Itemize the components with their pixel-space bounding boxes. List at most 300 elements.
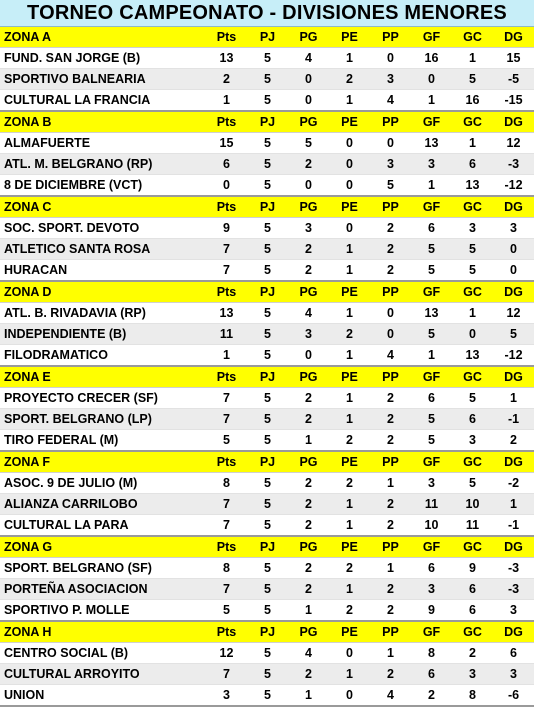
stat-pe: 1 [329,345,370,367]
column-header-dg: DG [493,196,534,218]
stat-pp: 3 [370,154,411,175]
stat-gf: 10 [411,515,452,537]
column-header-pj: PJ [247,281,288,303]
stat-pj: 5 [247,324,288,345]
stat-gf: 11 [411,494,452,515]
stat-pp: 3 [370,69,411,90]
table-row [0,388,534,409]
stat-gf: 5 [411,324,452,345]
stat-dg: 15 [493,48,534,69]
column-header-gc: GC [452,111,493,133]
stat-pts: 7 [206,239,247,260]
stat-pts: 11 [206,324,247,345]
column-header-gf: GF [411,281,452,303]
stat-pts: 2 [206,69,247,90]
stat-gc: 0 [452,324,493,345]
stat-pts: 13 [206,303,247,324]
stat-pg: 2 [288,494,329,515]
stat-gc: 13 [452,175,493,197]
team-name: 8 DE DICIEMBRE (VCT) [0,175,206,197]
stat-pts: 12 [206,643,247,664]
stat-pp: 2 [370,239,411,260]
column-header-gc: GC [452,27,493,48]
stat-pg: 4 [288,643,329,664]
column-header-gc: GC [452,536,493,558]
column-header-gf: GF [411,536,452,558]
stat-pj: 5 [247,303,288,324]
team-name: SPORT. BELGRANO (SF) [0,558,206,579]
stat-pe: 1 [329,579,370,600]
stat-pg: 1 [288,600,329,622]
stat-dg: 3 [493,664,534,685]
team-name: SPORTIVO P. MOLLE [0,600,206,622]
column-header-pg: PG [288,111,329,133]
zone-header-row [0,111,534,133]
stat-dg: -1 [493,409,534,430]
table-row [0,133,534,154]
stat-gc: 1 [452,303,493,324]
table-row [0,175,534,197]
column-header-dg: DG [493,27,534,48]
table-row [0,260,534,282]
column-header-gc: GC [452,366,493,388]
zone-header-row [0,621,534,643]
stat-pe: 2 [329,324,370,345]
stat-dg: 0 [493,260,534,282]
stat-pp: 2 [370,579,411,600]
stat-dg: 12 [493,303,534,324]
stat-gc: 5 [452,239,493,260]
stat-pg: 2 [288,664,329,685]
column-header-pe: PE [329,451,370,473]
team-name: SPORTIVO BALNEARIA [0,69,206,90]
stat-pj: 5 [247,430,288,452]
stat-gc: 11 [452,515,493,537]
team-name: ALMAFUERTE [0,133,206,154]
team-name: TIRO FEDERAL (M) [0,430,206,452]
stat-gf: 6 [411,218,452,239]
column-header-gf: GF [411,366,452,388]
stat-dg: 6 [493,643,534,664]
stat-pj: 5 [247,133,288,154]
table-row [0,409,534,430]
stat-gf: 13 [411,303,452,324]
stat-gf: 13 [411,133,452,154]
team-name: HURACAN [0,260,206,282]
column-header-dg: DG [493,536,534,558]
stat-pp: 0 [370,133,411,154]
stat-pe: 0 [329,685,370,707]
column-header-dg: DG [493,366,534,388]
stat-dg: -15 [493,90,534,112]
stat-pe: 1 [329,303,370,324]
zone-name: ZONA F [0,451,206,473]
column-header-gf: GF [411,196,452,218]
stat-pe: 1 [329,48,370,69]
table-row [0,218,534,239]
stat-pg: 1 [288,430,329,452]
stat-gf: 2 [411,685,452,707]
column-header-pj: PJ [247,451,288,473]
stat-gf: 5 [411,239,452,260]
zone-header-row [0,366,534,388]
table-row [0,579,534,600]
stat-gf: 9 [411,600,452,622]
table-row [0,473,534,494]
stat-gc: 5 [452,69,493,90]
stat-gc: 5 [452,388,493,409]
column-header-pp: PP [370,111,411,133]
stat-pe: 0 [329,133,370,154]
stat-pg: 2 [288,473,329,494]
table-row [0,664,534,685]
stat-pg: 0 [288,345,329,367]
table-row [0,345,534,367]
stat-gc: 1 [452,133,493,154]
stat-pts: 5 [206,430,247,452]
column-header-pts: Pts [206,621,247,643]
stat-dg: 3 [493,600,534,622]
column-header-pj: PJ [247,621,288,643]
stat-pe: 1 [329,239,370,260]
zone-header-row [0,451,534,473]
stat-gf: 3 [411,473,452,494]
stat-gc: 5 [452,473,493,494]
stat-pe: 1 [329,494,370,515]
stat-pe: 2 [329,558,370,579]
column-header-pg: PG [288,281,329,303]
table-row [0,324,534,345]
stat-pp: 4 [370,345,411,367]
column-header-pj: PJ [247,196,288,218]
stat-pg: 1 [288,685,329,707]
stat-gf: 6 [411,664,452,685]
stat-pp: 4 [370,90,411,112]
stat-gc: 6 [452,579,493,600]
stat-pj: 5 [247,664,288,685]
stat-pg: 3 [288,218,329,239]
stat-pp: 0 [370,303,411,324]
stat-dg: 0 [493,239,534,260]
team-name: UNION [0,685,206,707]
table-row [0,239,534,260]
stat-gc: 13 [452,345,493,367]
stat-dg: -6 [493,685,534,707]
column-header-gc: GC [452,621,493,643]
zone-name: ZONA C [0,196,206,218]
stat-pts: 9 [206,218,247,239]
column-header-dg: DG [493,451,534,473]
team-name: ATL. B. RIVADAVIA (RP) [0,303,206,324]
stat-gc: 3 [452,664,493,685]
team-name: SPORT. BELGRANO (LP) [0,409,206,430]
column-header-pg: PG [288,621,329,643]
team-name: ASOC. 9 DE JULIO (M) [0,473,206,494]
column-header-pts: Pts [206,27,247,48]
standings-body [0,27,534,706]
stat-dg: -12 [493,345,534,367]
table-row [0,515,534,537]
column-header-pp: PP [370,536,411,558]
stat-pts: 1 [206,345,247,367]
stat-pe: 0 [329,218,370,239]
stat-pe: 1 [329,260,370,282]
column-header-pp: PP [370,621,411,643]
stat-dg: -2 [493,473,534,494]
stat-dg: -12 [493,175,534,197]
stat-pj: 5 [247,90,288,112]
column-header-pts: Pts [206,536,247,558]
stat-pg: 5 [288,133,329,154]
column-header-pts: Pts [206,281,247,303]
stat-pp: 2 [370,430,411,452]
stat-pj: 5 [247,494,288,515]
stat-pg: 4 [288,303,329,324]
table-row [0,558,534,579]
stat-dg: -3 [493,154,534,175]
zone-name: ZONA B [0,111,206,133]
stat-gc: 1 [452,48,493,69]
stat-pe: 1 [329,90,370,112]
stat-pp: 2 [370,218,411,239]
stat-dg: -1 [493,515,534,537]
stat-pe: 0 [329,175,370,197]
column-header-dg: DG [493,621,534,643]
stat-gc: 2 [452,643,493,664]
stat-gc: 5 [452,260,493,282]
column-header-pp: PP [370,196,411,218]
stat-gf: 0 [411,69,452,90]
stat-pe: 1 [329,409,370,430]
stat-gc: 9 [452,558,493,579]
stat-pg: 2 [288,154,329,175]
stat-gc: 10 [452,494,493,515]
stat-dg: -3 [493,579,534,600]
stat-pe: 0 [329,154,370,175]
stat-pe: 2 [329,473,370,494]
zone-header-row [0,196,534,218]
column-header-pe: PE [329,281,370,303]
stat-pe: 0 [329,643,370,664]
column-header-pj: PJ [247,366,288,388]
stat-pj: 5 [247,515,288,537]
stat-dg: 3 [493,218,534,239]
stat-pe: 1 [329,664,370,685]
stat-pj: 5 [247,388,288,409]
stat-dg: 5 [493,324,534,345]
stat-pp: 2 [370,409,411,430]
stat-pj: 5 [247,558,288,579]
stat-pp: 2 [370,260,411,282]
zone-name: ZONA H [0,621,206,643]
column-header-dg: DG [493,281,534,303]
column-header-gc: GC [452,196,493,218]
column-header-pp: PP [370,27,411,48]
stat-pg: 2 [288,579,329,600]
team-name: FUND. SAN JORGE (B) [0,48,206,69]
stat-pj: 5 [247,260,288,282]
team-name: INDEPENDIENTE (B) [0,324,206,345]
column-header-pe: PE [329,366,370,388]
stat-pj: 5 [247,643,288,664]
zone-name: ZONA G [0,536,206,558]
stat-gc: 3 [452,218,493,239]
column-header-pj: PJ [247,111,288,133]
stat-pp: 2 [370,388,411,409]
stat-pp: 2 [370,664,411,685]
stat-dg: 1 [493,388,534,409]
column-header-pg: PG [288,451,329,473]
stat-pts: 7 [206,409,247,430]
stat-pg: 2 [288,515,329,537]
table-row [0,685,534,707]
zone-header-row [0,27,534,48]
page-title: TORNEO CAMPEONATO - DIVISIONES MENORES [0,0,534,27]
zone-header-row [0,536,534,558]
table-row [0,600,534,622]
stat-gf: 5 [411,430,452,452]
stat-pe: 2 [329,600,370,622]
stat-pj: 5 [247,48,288,69]
stat-gf: 3 [411,579,452,600]
stat-pp: 4 [370,685,411,707]
table-row [0,494,534,515]
column-header-pg: PG [288,536,329,558]
stat-pg: 0 [288,69,329,90]
column-header-pp: PP [370,281,411,303]
stat-dg: 12 [493,133,534,154]
team-name: SOC. SPORT. DEVOTO [0,218,206,239]
table-row [0,90,534,112]
stat-gf: 5 [411,409,452,430]
column-header-pts: Pts [206,111,247,133]
stat-dg: -5 [493,69,534,90]
stat-pg: 2 [288,388,329,409]
stat-pg: 2 [288,558,329,579]
stat-pg: 4 [288,48,329,69]
column-header-pe: PE [329,27,370,48]
zone-name: ZONA E [0,366,206,388]
column-header-pts: Pts [206,196,247,218]
column-header-dg: DG [493,111,534,133]
stat-dg: 2 [493,430,534,452]
stat-gf: 16 [411,48,452,69]
stat-gc: 6 [452,154,493,175]
column-header-pp: PP [370,366,411,388]
stat-pg: 3 [288,324,329,345]
stat-gc: 16 [452,90,493,112]
stat-gf: 8 [411,643,452,664]
stat-pts: 1 [206,90,247,112]
stat-pj: 5 [247,239,288,260]
stat-pj: 5 [247,579,288,600]
table-row [0,154,534,175]
table-row [0,643,534,664]
stat-pj: 5 [247,154,288,175]
stat-pg: 2 [288,239,329,260]
stat-pj: 5 [247,218,288,239]
zone-header-row [0,281,534,303]
team-name: PORTEÑA ASOCIACION [0,579,206,600]
column-header-gf: GF [411,111,452,133]
stat-pj: 5 [247,345,288,367]
stat-pts: 3 [206,685,247,707]
team-name: ALIANZA CARRILOBO [0,494,206,515]
stat-gf: 1 [411,90,452,112]
team-name: CULTURAL LA FRANCIA [0,90,206,112]
stat-pj: 5 [247,473,288,494]
stat-pe: 1 [329,515,370,537]
stat-pts: 6 [206,154,247,175]
column-header-pg: PG [288,366,329,388]
column-header-pts: Pts [206,451,247,473]
stat-pts: 8 [206,473,247,494]
stat-pp: 2 [370,515,411,537]
stat-pts: 0 [206,175,247,197]
stat-pts: 13 [206,48,247,69]
stat-pp: 0 [370,324,411,345]
table-row [0,430,534,452]
stat-pg: 2 [288,409,329,430]
stat-pp: 5 [370,175,411,197]
column-header-pg: PG [288,27,329,48]
stat-pg: 2 [288,260,329,282]
stat-pp: 1 [370,643,411,664]
team-name: CULTURAL LA PARA [0,515,206,537]
stat-pp: 1 [370,558,411,579]
stat-pg: 0 [288,90,329,112]
team-name: ATL. M. BELGRANO (RP) [0,154,206,175]
stat-gc: 8 [452,685,493,707]
column-header-pe: PE [329,111,370,133]
table-row [0,303,534,324]
stat-pj: 5 [247,175,288,197]
stat-gf: 3 [411,154,452,175]
table-row [0,69,534,90]
stat-pts: 7 [206,260,247,282]
stat-pg: 0 [288,175,329,197]
stat-gf: 5 [411,260,452,282]
stat-pe: 1 [329,388,370,409]
column-header-pts: Pts [206,366,247,388]
stat-pj: 5 [247,69,288,90]
stat-pts: 7 [206,515,247,537]
column-header-gf: GF [411,451,452,473]
table-row [0,48,534,69]
stat-pts: 7 [206,664,247,685]
stat-gc: 3 [452,430,493,452]
stat-pts: 7 [206,579,247,600]
team-name: ATLETICO SANTA ROSA [0,239,206,260]
column-header-pj: PJ [247,27,288,48]
stat-gf: 6 [411,558,452,579]
column-header-gc: GC [452,451,493,473]
stat-pj: 5 [247,409,288,430]
stat-pts: 8 [206,558,247,579]
stat-gf: 1 [411,345,452,367]
stat-pj: 5 [247,600,288,622]
column-header-gc: GC [452,281,493,303]
stat-gc: 6 [452,600,493,622]
column-header-pp: PP [370,451,411,473]
column-header-pg: PG [288,196,329,218]
stat-pj: 5 [247,685,288,707]
zone-name: ZONA D [0,281,206,303]
team-name: CENTRO SOCIAL (B) [0,643,206,664]
stat-dg: -3 [493,558,534,579]
stat-pp: 2 [370,494,411,515]
standings-table [0,27,534,707]
